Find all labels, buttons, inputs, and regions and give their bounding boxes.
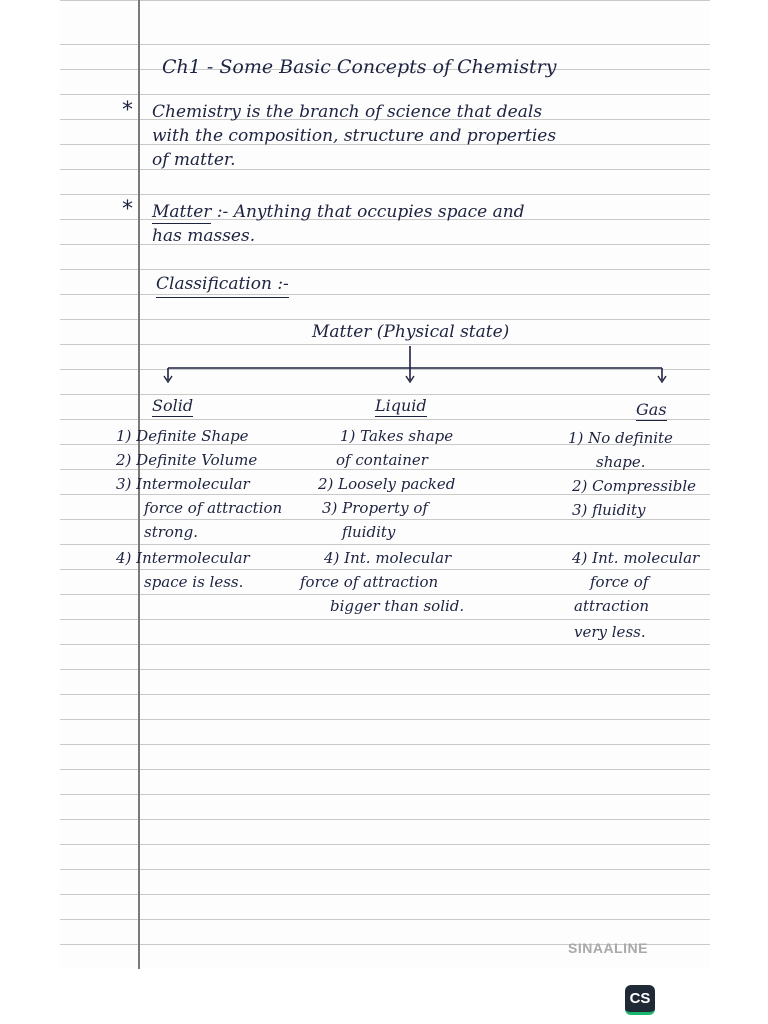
- liquid-point: 1) Takes shape: [340, 427, 454, 445]
- liquid-point: 4) Int. molecular: [324, 549, 452, 567]
- gas-point: 1) No definite: [568, 429, 673, 447]
- bullet-star: *: [122, 98, 133, 123]
- liquid-point: 3) Property of: [322, 499, 428, 517]
- classification-heading: Classification :-: [156, 272, 289, 298]
- solid-point: force of attraction: [144, 499, 283, 517]
- notebook-brand-watermark: SINAALINE: [568, 940, 648, 956]
- page-title: Ch1 - Some Basic Concepts of Chemistry: [162, 56, 557, 78]
- gas-point: attraction: [574, 597, 650, 615]
- gas-point: 4) Int. molecular: [572, 549, 700, 567]
- tree-root-label: Matter (Physical state): [312, 322, 510, 342]
- liquid-point: of container: [336, 451, 428, 469]
- definition-line-1: Chemistry is the branch of science that deals: [152, 102, 543, 122]
- liquid-point: 2) Loosely packed: [318, 475, 456, 493]
- matter-definition-text: :- Anything that occupies space and: [216, 202, 525, 222]
- camscanner-badge: CS: [625, 985, 655, 1015]
- liquid-heading: Liquid: [375, 396, 427, 415]
- gas-point: force of: [590, 573, 649, 591]
- matter-label: Matter: [152, 202, 212, 222]
- definition-line-3: of matter.: [152, 150, 236, 170]
- solid-point: 4) Intermolecular: [116, 549, 250, 567]
- solid-point: strong.: [144, 523, 198, 541]
- liquid-point: fluidity: [342, 523, 396, 541]
- definition-line-2: with the composition, structure and properties: [152, 126, 557, 146]
- solid-point: 2) Definite Volume: [116, 451, 258, 469]
- liquid-point: bigger than solid.: [330, 597, 465, 615]
- notebook-page: [60, 0, 710, 969]
- gas-point: 2) Compressible: [572, 477, 697, 495]
- gas-heading: Gas: [636, 400, 667, 419]
- gas-point: shape.: [596, 453, 646, 471]
- gas-point: 3) fluidity: [572, 501, 646, 519]
- bullet-star: *: [122, 197, 133, 222]
- liquid-point: force of attraction: [300, 573, 439, 591]
- solid-heading: Solid: [152, 396, 194, 415]
- solid-point: space is less.: [144, 573, 244, 591]
- gas-point: very less.: [574, 623, 646, 641]
- classification-tree-lines: [60, 0, 710, 420]
- solid-point: 1) Definite Shape: [116, 427, 249, 445]
- solid-point: 3) Intermolecular: [116, 475, 250, 493]
- matter-definition-line-2: has masses.: [152, 226, 256, 246]
